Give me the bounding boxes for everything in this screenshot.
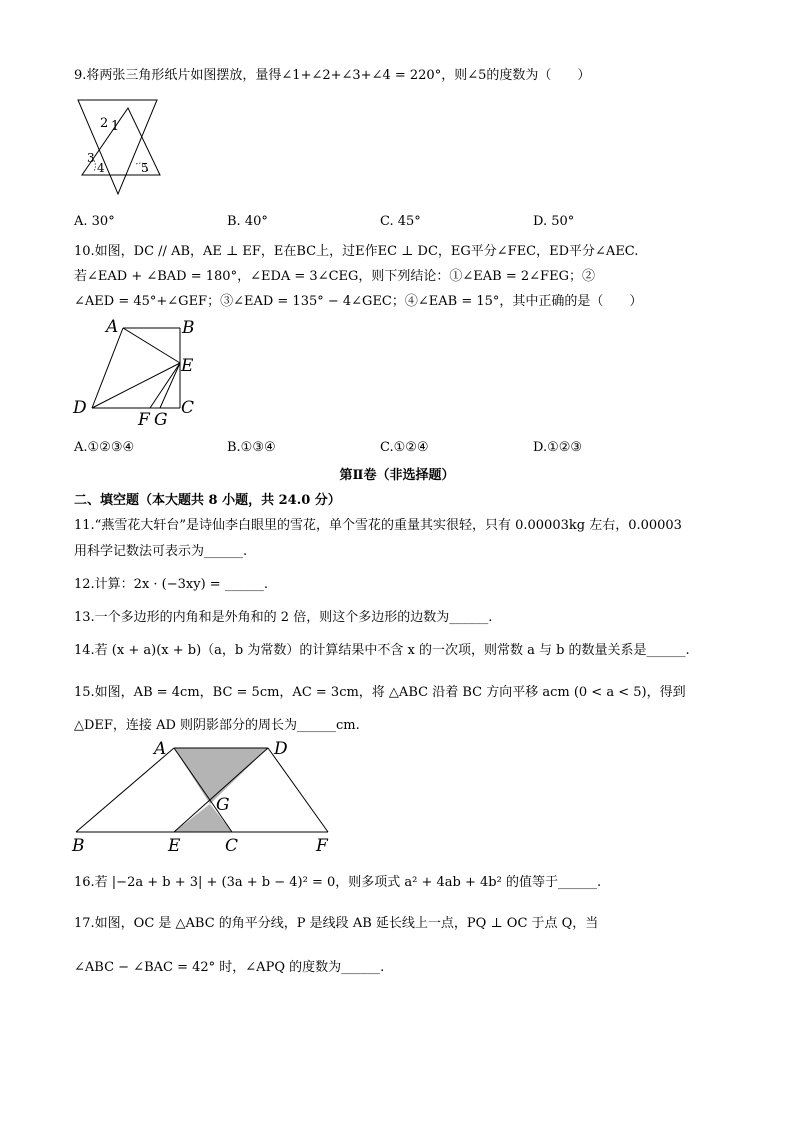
q10-option-c: C.①②④ xyxy=(380,440,429,455)
q9-label-3: 3 xyxy=(87,151,95,165)
q9-label-5: 5 xyxy=(141,161,149,175)
q15-figure xyxy=(68,736,340,856)
q16-text: 16.若 |−2a + b + 3| + (3a + b − 4)² = 0，则多项式 a² + 4ab + 4b² 的值等于______. xyxy=(74,875,602,890)
q15-segment-df xyxy=(268,748,328,832)
q9-label-2: 2 xyxy=(100,116,109,131)
q11-line1: 11.“燕雪花大轩台”是诗仙李白眼里的雪花，单个雪花的重量其实很轻，只有 0.00003kg 左右，0.00003 xyxy=(74,518,682,533)
q10-segment-ge xyxy=(160,363,180,408)
q10-line3: ∠AED = 45°+∠GEF；③∠EAD = 135° − 4∠GEC；④∠EAB = 15°，其中正确的是（ ） xyxy=(74,294,643,309)
q10-label-d: D xyxy=(73,398,87,418)
q9-triangle-down xyxy=(78,100,157,194)
q15-label-f: F xyxy=(316,836,328,856)
q15-label-a: A xyxy=(154,739,167,759)
section2-title: 二、填空题（本大题共 8 小题，共 24.0 分） xyxy=(74,493,341,508)
q10-option-d: D.①②③ xyxy=(533,440,583,455)
q9-option-b: B. 40° xyxy=(227,214,268,229)
q10-line2: 若∠EAD + ∠BAD = 180°，∠EDA = 3∠CEG，则下列结论：①∠EAB = 2∠FEG；② xyxy=(74,269,595,284)
q10-segment-fe xyxy=(150,363,180,408)
q10-option-a: A.①②③④ xyxy=(74,440,135,455)
q15-line2: △DEF，连接 AD 则阴影部分的周长为______cm. xyxy=(74,718,360,733)
q10-label-c: C xyxy=(181,398,195,418)
q10-label-e: E xyxy=(181,356,194,376)
q11-line2: 用科学记数法可表示为______. xyxy=(74,544,248,559)
q9-option-d: D. 50° xyxy=(533,214,575,229)
q15-label-g: G xyxy=(216,795,230,815)
q9-figure xyxy=(76,96,168,196)
q9-label-4: 4 xyxy=(97,161,105,175)
q9-label-1: 1 xyxy=(111,119,120,134)
q9-text: 9.将两张三角形纸片如图摆放，量得∠1+∠2+∠3+∠4 = 220°，则∠5的度数为（ ） xyxy=(74,68,591,83)
q10-segment-ad xyxy=(92,328,123,408)
q14-text: 14.若 (x + a)(x + b)（a，b 为常数）的计算结果中不含 x 的一次项，则常数 a 与 b 的数量关系是______. xyxy=(74,643,690,658)
q10-segment-ae xyxy=(123,328,180,363)
q15-line1: 15.如图，AB = 4cm，BC = 5cm，AC = 3cm，将 △ABC 沿着 BC 方向平移 acm (0 < a < 5)，得到 xyxy=(74,685,686,700)
q17-line1: 17.如图，OC 是 △ABC 的角平分线，P 是线段 AB 延长线上一点，PQ ⊥ OC 于点 Q，当 xyxy=(74,916,599,931)
q15-label-b: B xyxy=(72,836,85,856)
q12-text: 12.计算：2x · (−3xy) = ______. xyxy=(74,577,268,592)
q10-label-g: G xyxy=(154,410,168,430)
q15-label-e: E xyxy=(168,836,181,856)
q9-option-c: C. 45° xyxy=(380,214,421,229)
q10-segment-de xyxy=(92,363,180,408)
part2-title: 第Ⅱ卷（非选择题） xyxy=(339,468,455,483)
q10-label-a: A xyxy=(106,317,119,337)
q17-line2: ∠ABC − ∠BAC = 42° 时，∠APQ 的度数为______. xyxy=(74,960,385,975)
q15-segment-ba xyxy=(76,748,174,832)
q10-option-b: B.①③④ xyxy=(227,440,276,455)
q13-text: 13.一个多边形的内角和是外角和的 2 倍，则这个多边形的边数为______. xyxy=(74,610,493,625)
q10-label-b: B xyxy=(182,318,195,338)
q10-line1: 10.如图，DC // AB，AE ⊥ EF，E在BC上，过E作EC ⊥ DC，EG平分∠FEC，ED平分∠AEC. xyxy=(74,244,639,259)
q15-label-d: D xyxy=(274,739,288,759)
q10-figure xyxy=(72,314,202,430)
q9-option-a: A. 30° xyxy=(74,214,115,229)
q10-label-f: F xyxy=(138,410,150,430)
q15-label-c: C xyxy=(225,836,239,856)
